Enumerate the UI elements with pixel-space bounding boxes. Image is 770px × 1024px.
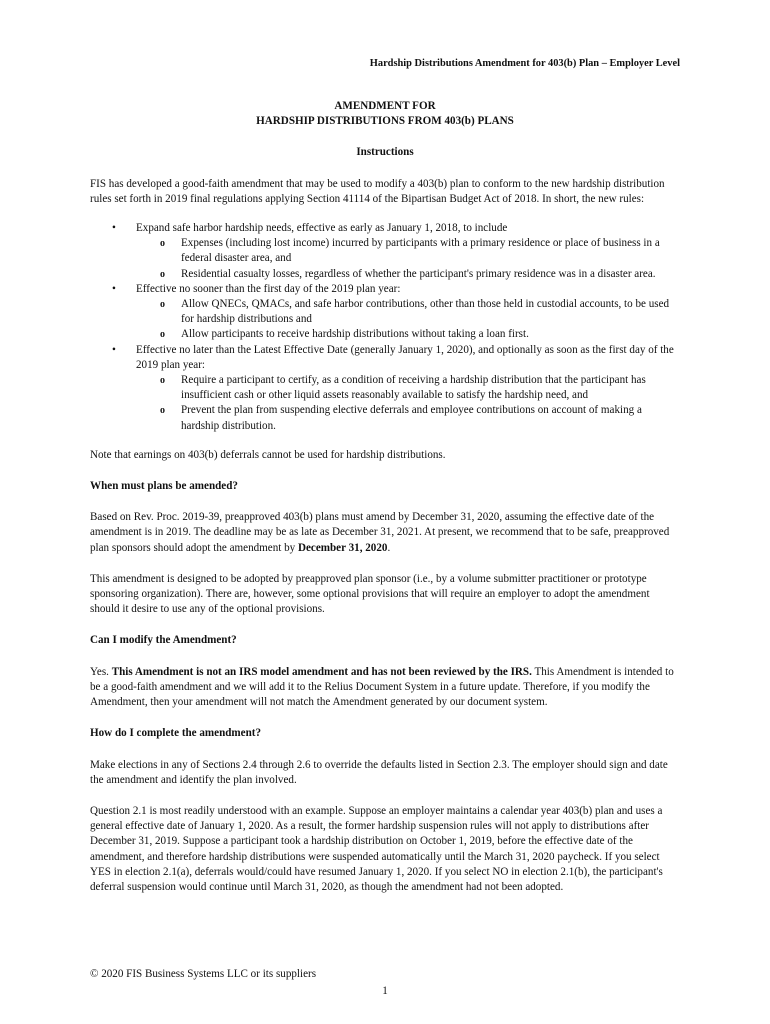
document-body bbox=[90, 99, 680, 895]
when-heading: When must plans be amended? bbox=[90, 480, 238, 493]
rule-item bbox=[90, 343, 680, 434]
bullet-icon: • bbox=[112, 282, 116, 295]
sub-rule-item bbox=[136, 373, 680, 403]
deadline-date: December 31, 2020 bbox=[297, 541, 388, 554]
sub-rule-text: Allow participants to receive hardship distributions without taking a loan first. bbox=[181, 328, 529, 341]
sub-rule-text: Require a participant to certify, as a condition of receiving a hardship distribution that the participant has insufficient cash or other liquid assets reasonably available to satisfy the hardship need, and bbox=[181, 374, 646, 402]
rule-text: Effective no sooner than the first day of the 2019 plan year: bbox=[136, 282, 401, 295]
sub-rule-text: Prevent the plan from suspending elective deferrals and employee contributions on account of making a hardship distribution. bbox=[181, 404, 642, 432]
title-line-1: AMENDMENT FOR bbox=[334, 100, 436, 112]
modify-paragraph bbox=[90, 665, 680, 711]
sub-bullet-icon: o bbox=[160, 268, 165, 280]
sub-rules-list bbox=[136, 236, 680, 282]
copyright-footer: © 2020 FIS Business Systems LLC or its suppliers bbox=[90, 968, 317, 980]
modify-bold-statement: This Amendment is not an IRS model amendment and has not been reviewed by the IRS. bbox=[111, 665, 532, 678]
running-header: Hardship Distributions Amendment for 403(b) Plan – Employer Level bbox=[369, 58, 680, 69]
bullet-icon: • bbox=[112, 222, 116, 235]
modify-text-start: Yes. bbox=[90, 665, 112, 678]
sub-bullet-icon: o bbox=[160, 405, 165, 417]
note-paragraph: Note that earnings on 403(b) deferrals cannot be used for hardship distributions. bbox=[90, 448, 446, 461]
sub-bullet-icon: o bbox=[160, 299, 165, 311]
instructions-heading: Instructions bbox=[356, 146, 414, 159]
when-text: Based on Rev. Proc. 2019-39, preapproved 403(b) plans must amend by December 31, 2020, assuming the effective date of the amendment is in 2019. The deadline may be as late as December 31, 2021. At present, we recommend that to be safe, preapproved plan sponsors should adopt the amendment by bbox=[90, 511, 670, 554]
bullet-icon: • bbox=[112, 343, 116, 356]
sub-bullet-icon: o bbox=[160, 329, 165, 341]
rule-item bbox=[90, 221, 680, 282]
rule-text: Effective no later than the Latest Effective Date (generally January 1, 2020), and optionally as soon as the first day of the 2019 plan year: bbox=[136, 343, 674, 371]
modify-text-end: This Amendment is intended to be a good-faith amendment and we will add it to the Relius Document System in a future update. Therefore, if you modify the Amendment, then your amendment will not match the Amendment generated by our document system. bbox=[90, 665, 674, 709]
title-line-2: HARDSHIP DISTRIBUTIONS FROM 403(b) PLANS bbox=[256, 115, 514, 128]
rule-text: Expand safe harbor hardship needs, effective as early as January 1, 2018, to include bbox=[136, 222, 508, 235]
complete-paragraph-2: Question 2.1 is most readily understood with an example. Suppose an employer maintains a calendar year 403(b) plan and uses a general effective date of January 1, 2020. As a result, the former hardship suspension rules will not apply to distributions after December 31, 2019. Suppose a participant took a hardship distribution on October 1, 2019, before the effective date of the amendment, and therefore hardship distributions were suspended automatically until the March 31, 2020 paycheck. If you select YES in election 2.1(a), deferrals would/could have resumed January 1, 2020. If you select NO in election 2.1(b), the participant's deferral suspension would continue until March 31, 2020, as though the amendment had not been adopted. bbox=[90, 804, 663, 893]
sub-bullet-icon: o bbox=[160, 375, 165, 387]
sub-rules-list bbox=[136, 373, 680, 434]
when-text-end: . bbox=[387, 541, 391, 554]
sub-rule-item bbox=[136, 327, 680, 342]
sub-rule-text: Allow QNECs, QMACs, and safe harbor contributions, other than those held in custodial accounts, to be used for hardship distributions and bbox=[181, 298, 670, 326]
complete-paragraph-1: Make elections in any of Sections 2.4 through 2.6 to override the defaults listed in Section 2.3. The employer should sign and date the amendment and identify the plan involved. bbox=[90, 758, 668, 786]
rule-item bbox=[90, 282, 680, 343]
sub-rule-item bbox=[136, 267, 680, 282]
sub-rule-item bbox=[136, 297, 680, 327]
page-number: 1 bbox=[382, 985, 388, 997]
sub-rule-text: Residential casualty losses, regardless of whether the participant's primary residence was in a disaster area. bbox=[181, 267, 656, 280]
sub-bullet-icon: o bbox=[160, 238, 165, 250]
when-paragraph-2: This amendment is designed to be adopted by preapproved plan sponsor (i.e., by a volume submitter practitioner or prototype sponsoring organization). There are, however, some optional provisions that will require an employer to adopt the amendment should it desire to use any of the optional provisions. bbox=[90, 572, 650, 616]
sub-rule-text: Expenses (including lost income) incurred by participants with a primary residence or place of business in a federal disaster area, and bbox=[181, 237, 660, 265]
rules-list bbox=[90, 221, 680, 434]
when-paragraph-1 bbox=[90, 510, 680, 556]
intro-paragraph: FIS has developed a good-faith amendment that may be used to modify a 403(b) plan to conform to the new hardship distribution rules set forth in 2019 final regulations applying Section 41114 of the Bipartisan Budget Act of 2018. In short, the new rules: bbox=[90, 177, 665, 205]
sub-rule-item bbox=[136, 236, 680, 266]
sub-rules-list bbox=[136, 297, 680, 343]
complete-heading: How do I complete the amendment? bbox=[90, 727, 262, 740]
sub-rule-item bbox=[136, 403, 680, 433]
modify-heading: Can I modify the Amendment? bbox=[90, 634, 237, 647]
